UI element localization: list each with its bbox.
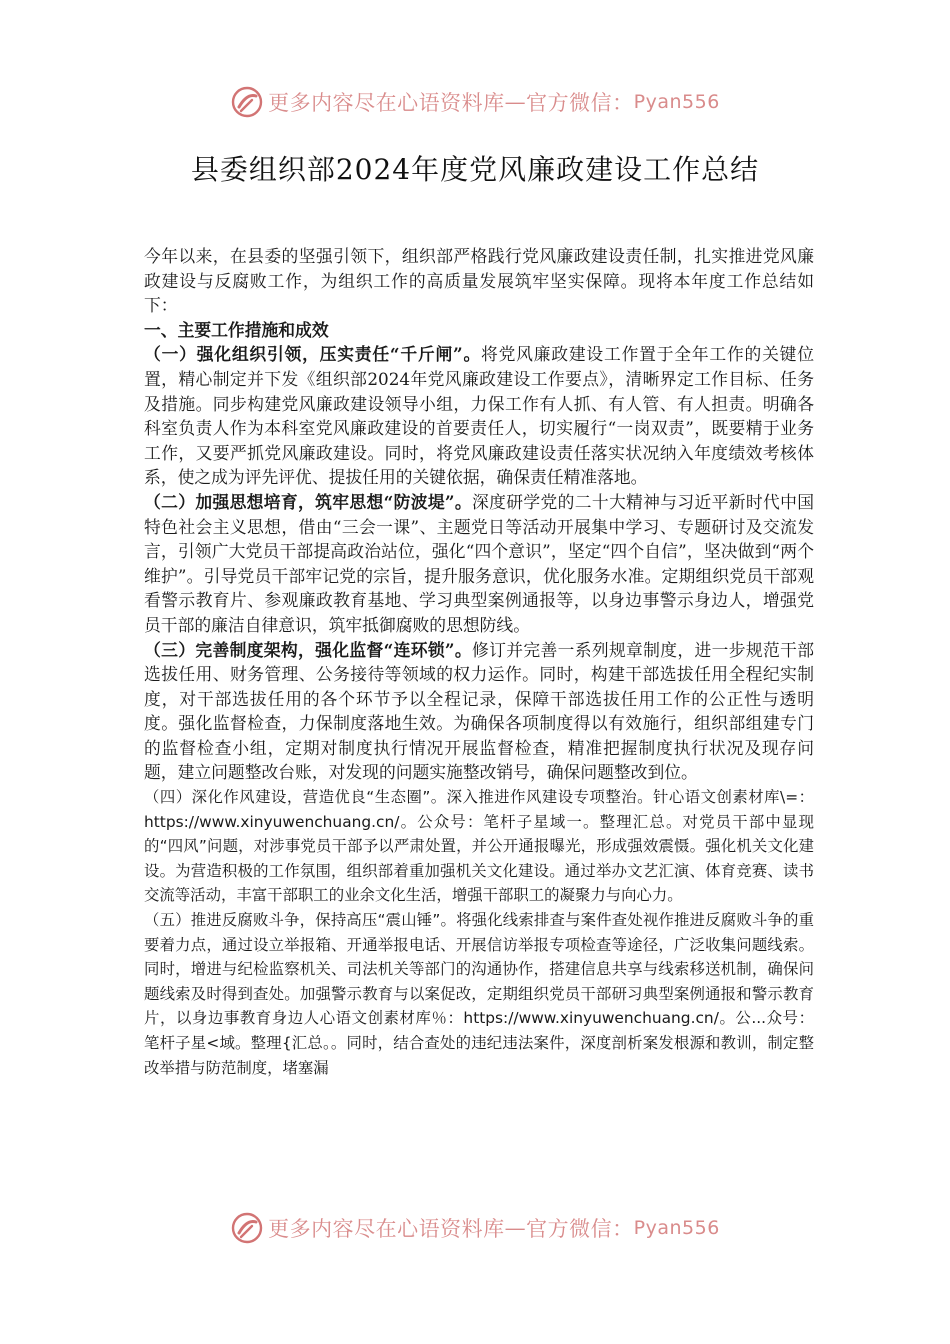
brand-logo-icon [230,85,264,119]
item-text-2: 深度研学党的二十大精神与习近平新时代中国特色社会主义思想，借由“三会一课”、主题党日等活动开展集中学习、专题研讨及交流发言，引领广大党员干部提高政治站位，强化“四个意识”，坚定“四个自信”，坚决做到“两个维护”。引导党员干部牢记党的宗旨，提升服务意识，优化服务水准。定期组织党员干部观看警示教育片、参观廉政教育基地、学习典型案例通报等，以身边事警示身边人，增强党员干部的廉洁自律意识，筑牢抵御腐败的思想防线。 [144,491,814,635]
item-lead-1: （一）强化组织引领，压实责任“千斤闸”。 [144,344,482,365]
intro-paragraph: 今年以来，在县委的坚强引领下，组织部严格践行党风廉政建设责任制，扎实推进党风廉政建设与反腐败工作，为组织工作的高质量发展筑牢坚实保障。现将本年度工作总结如下： [144,246,814,316]
brand-logo-icon [230,1211,264,1245]
item-paragraph-2 [144,490,814,638]
item-lead-5: （五）推进反腐败斗争，保持高压“震山锤”。 [144,911,457,930]
watermark-wechat-id: Pyan556 [633,91,720,113]
item-text-3: 修订并完善一系列规章制度，进一步规范干部选拔任用、财务管理、公务接待等领域的权力运作。同时，构建干部选拔任用全程纪实制度，对干部选拔任用的各个环节予以全程记录，保障干部选拔任用工作的公正性与透明度。强化监督检查，力保制度落地生效。为确保各项制度得以有效施行，组织部组建专门的监督检查小组，定期对制度执行情况开展监督检查，精准把握制度执行状况及现存问题，建立问题整改台账，对发现的问题实施整改销号，确保问题整改到位。 [144,639,814,783]
item-text-1: 将党风廉政建设工作置于全年工作的关键位置，精心制定并下发《组织部2024年党风廉政建设工作要点》，清晰界定工作目标、任务及措施。同步构建党风廉政建设领导小组，力保工作有人抓、有人管、有人担责。明确各科室负责人作为本科室党风廉政建设的首要责任人，切实履行“一岗双责”，既要精于业务工作，又要严抓党风廉政建设。同时，将党风廉政建设责任落实状况纳入年度绩效考核体系，使之成为评先评优、提拔任用的关键依据，确保责任精准落地。 [144,344,814,488]
item-paragraph-5 [144,908,814,1080]
item-paragraph-4 [144,785,814,908]
item-paragraph-1 [144,342,814,490]
watermark-wechat-label: 官方微信： [526,1217,634,1241]
item-text-4: 深入推进作风建设专项整治。针心语文创素材库\=：https://www.xinyuwenchuang.cn/。公众号：笔杆子星域一。整理汇总。对党员干部中显现的“四风”问题，对涉事党员干部予以严肃处置，并公开通报曝光，形成强效震慑。强化机关文化建设。为营造积极的工作氛围，组织部着重加强机关文化建设。通过举办文艺汇演、体育竞赛、读书交流等活动，丰富干部职工的业余文化生活，增强干部职工的凝聚力与向心力。 [144,788,814,905]
item-lead-4: （四）深化作风建设，营造优良“生态圈”。 [144,788,447,807]
item-paragraph-3 [144,638,814,786]
document-title: 县委组织部2024年度党风廉政建设工作总结 [190,153,760,186]
document-body [144,244,814,1080]
watermark-header [0,82,950,122]
watermark-wechat-label: 官方微信： [526,91,634,115]
item-lead-3: （三）完善制度架构，强化监督“连环锁”。 [144,639,473,660]
item-lead-2: （二）加强思想培育，筑牢思想“防波堤”。 [144,491,473,512]
section-heading: 一、主要工作措施和成效 [144,319,329,340]
watermark-separator: — [504,1216,527,1240]
watermark-wechat-id: Pyan556 [633,1217,720,1239]
watermark-brand: 更多内容尽在心语资料库 [268,1217,505,1241]
watermark-footer [0,1208,950,1248]
watermark-separator: — [504,90,527,114]
item-text-5: 将强化线索排查与案件查处视作推进反腐败斗争的重要着力点，通过设立举报箱、开通举报电话、开展信访举报专项检查等途径，广泛收集问题线索。同时，增进与纪检监察机关、司法机关等部门的沟通协作，搭建信息共享与线索移送机制，确保问题线索及时得到查处。加强警示教育与以案促改，定期组织党员干部研习典型案例通报和警示教育片，以身边事教育身边人心语文创素材库％：https://www.xinyuwenchuang.cn/。公...众号：笔杆子星<域。整理{汇总。。同时，结合查处的违纪违法案件，深度剖析案发根源和教训，制定整改举措与防范制度，堵塞漏 [144,911,814,1077]
watermark-brand: 更多内容尽在心语资料库 [268,91,505,115]
